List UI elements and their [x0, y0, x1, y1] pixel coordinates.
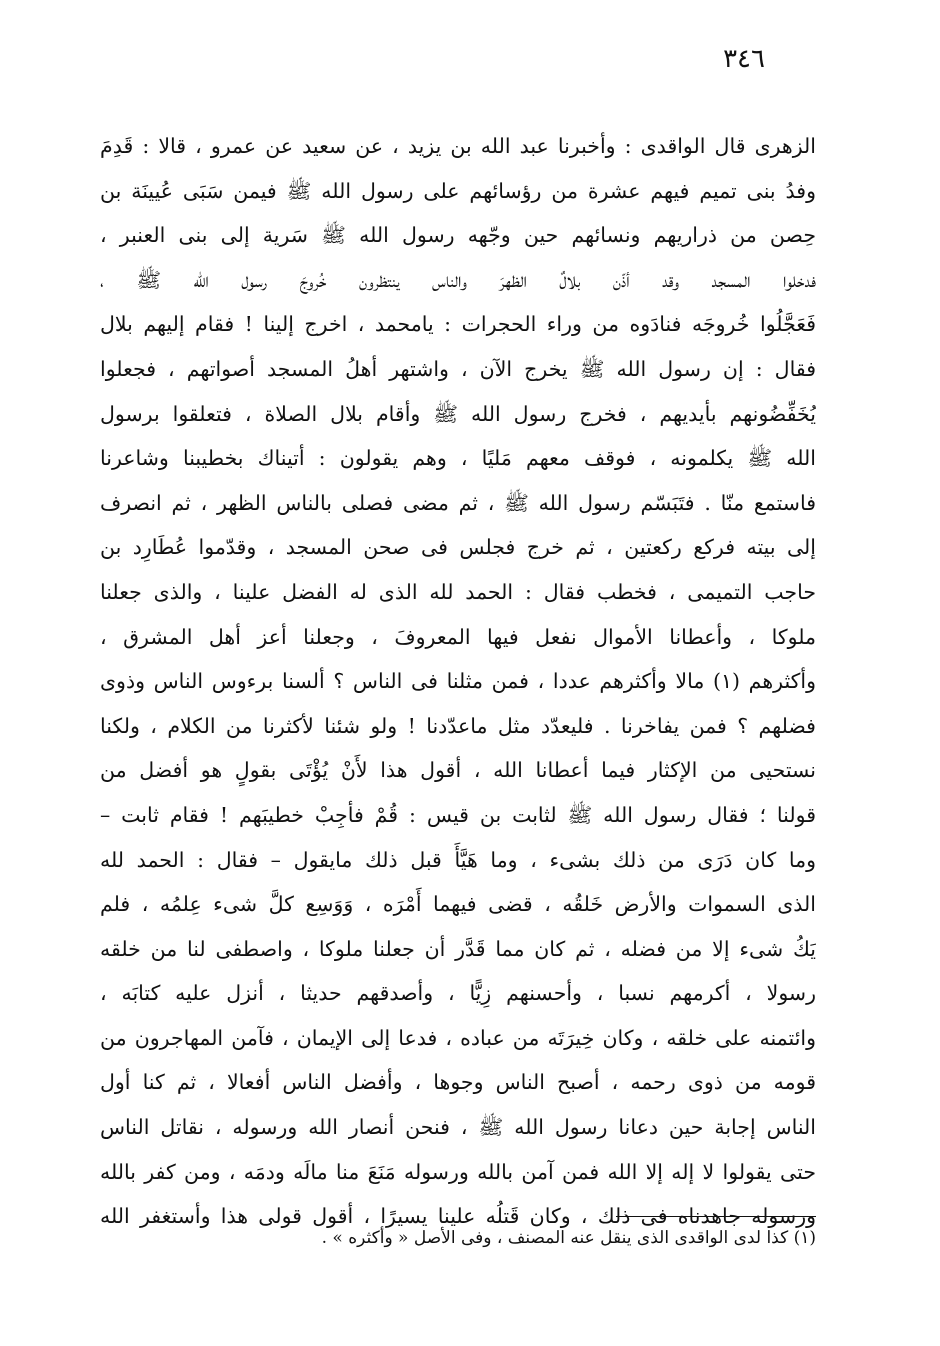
text-line: قومه من ذوى رحمه ، أصبح الناس وجوها ، وأفضل الناس أفعالا ، ثم كنا أول — [100, 1070, 816, 1095]
text-line: فقال : إن رسول الله ﷺ يخرج الآن ، واشتهر أهلُ المسجد أصواتهم ، فجعلوا — [100, 356, 816, 381]
text-line: يَكُ شىء إلا من فضله ، ثم كان مما قَدَّر أن جعلنا ملوكا ، واصطفى لنا من خلقه — [100, 936, 816, 961]
text-line: نستحيى من الإكثار فيما أعطانا الله ، أقول هذا لأَنْ يُؤْتَى بقولٍ هو أفضل من — [100, 758, 816, 783]
text-line: فاستمع منّا . فتَبَسّم رسول الله ﷺ ، ثم مضى فصلى بالناس الظهر ، ثم انصرف — [100, 490, 816, 515]
text-line: وأكثرهم (١) مالا وأكثرهم عددا ، فمن مثلنا فى الناس ؟ ألسنا برءوس الناس وذوى — [100, 669, 816, 694]
text-line: قولنا ؛ فقال رسول الله ﷺ لثابت بن قيس : قُمْ فأجِبْ خطيبَهم ! فقام ثابت – — [100, 802, 816, 827]
text-line: فضلهم ؟ فمن يفاخرنا . فليعدّد مثل ماعدّدنا ! ولو شئنا لأكثرنا من الكلام ، ولكنا — [100, 713, 816, 738]
text-line: فدخلوا المسجد وقد أذّن بلالٌ الظهرَ والناس ينتظرون خُروجَ رسول الله ﷺ ، — [100, 267, 816, 292]
text-line: وفدُ بنى تميم فيهم عشرة من رؤسائهم على رسول الله ﷺ فيمن سَبَى عُيينَة بن — [100, 178, 816, 203]
text-line: الناس إجابة حين دعانا رسول الله ﷺ ، فنحن أنصار الله ورسوله ، نقاتل الناس — [100, 1115, 816, 1140]
text-line: إلى بيته فركع ركعتين ، ثم خرج فجلس فى صحن المسجد ، وقدّموا عُطَارِد بن — [100, 535, 816, 560]
text-line: الله ﷺ يكلمونه ، فوقف معهم مَليًا ، وهم يقولون : أتيناك بخطيبنا وشاعرنا — [100, 446, 816, 471]
text-line: حتى يقولوا لا إله إلا الله فمن آمن بالله ورسوله مَنَعَ منا مالَه ودمَه ، ومن كفر بالله — [100, 1159, 816, 1184]
text-line: الزهرى قال الواقدى : وأخبرنا عبد الله بن يزيد ، عن سعيد عن عمرو ، قالا : قَدِمَ — [100, 134, 816, 158]
text-line: ورسوله جاهدناه فى ذلك ، وكان قَتلُه علينا يسيرًا ، أقول قولى هذا وأستغفر الله — [100, 1204, 816, 1229]
text-line: ملوكا ، وأعطانا الأموال نفعل فيها المعروفَ ، وجعلنا أعز أهل المشرق ، — [100, 624, 816, 649]
text-line: وما كان دَرَى من ذلك بشىء ، وما هَيَّأَ قبل ذلك مايقول – فقال : الحمد لله — [100, 847, 816, 872]
text-line: رسولا ، أكرمهم نسبا ، وأحسنهم زِيًّا ، وأصدقهم حديثا ، أنزل عليه كتابَه ، — [100, 981, 816, 1006]
footnote: (١) كذا لدى الواقدى الذى ينقل عنه المصنف ، وفى الأصل « وأكثره » . — [321, 1228, 816, 1248]
text-line: حاجب التميمى ، فخطب فقال : الحمد لله الذى له الفضل علينا ، والذى جعلنا — [100, 579, 816, 604]
body-text — [100, 124, 816, 1239]
text-line: يُخَفِّضُونهم بأيديهم ، فخرج رسول الله ﷺ وأقام بلال الصلاة ، فتعلقوا برسول — [100, 401, 816, 426]
text-line: فَعَجَّلُوا خُروجَه فنادَوه من وراء الحجرات : يامحمد ، اخرج إلينا ! فقام إليهم بلال — [100, 312, 816, 337]
page-number: ٣٤٦ — [723, 44, 765, 74]
footnote-divider — [616, 1216, 816, 1217]
text-line: وائتمنه على خلقه ، وكان خِيرَتَه من عباده ، فدعا إلى الإيمان ، فآمن المهاجرون من — [100, 1025, 816, 1050]
text-line: الذى السموات والأرض خَلقُه ، قضى فيهما أَمْرَه ، وَوَسِع كلَّ شىء عِلمُه ، فلم — [100, 892, 816, 917]
text-line: حِصن من ذراريهم ونسائهم حين وجّهه رسول الله ﷺ سَرية إلى بنى العنبر ، — [100, 223, 816, 248]
